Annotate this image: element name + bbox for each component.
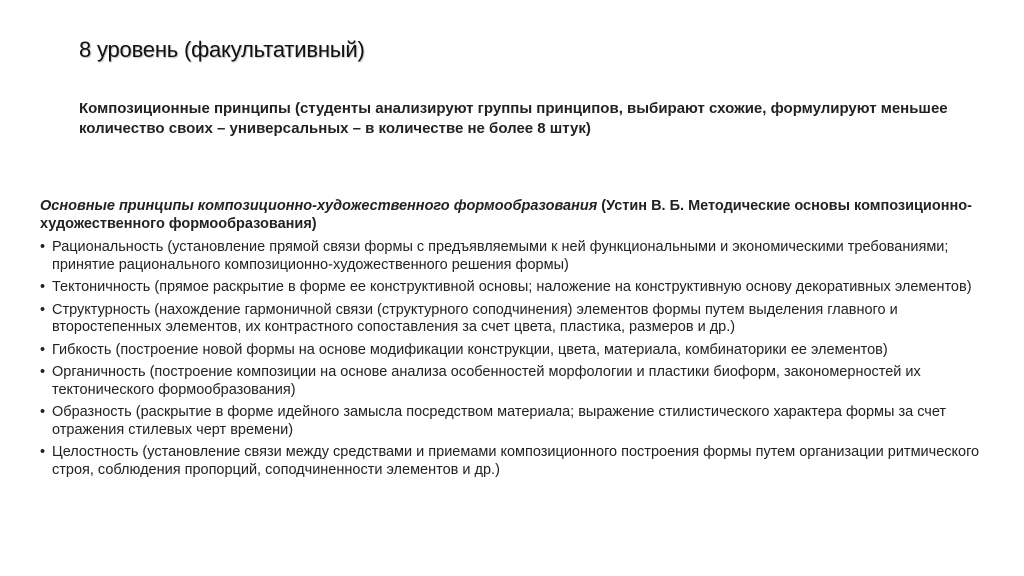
list-item-text: Тектоничность (прямое раскрытие в форме ее конструктивной основы; наложение на конструктивную основу декоративных элементов)	[52, 279, 972, 295]
list-item	[40, 279, 990, 297]
principles-list	[40, 239, 990, 479]
list-item	[40, 444, 990, 479]
list-item	[40, 404, 990, 439]
bullet-icon: •	[40, 341, 46, 358]
bullet-icon: •	[40, 279, 46, 295]
bullet-icon: •	[40, 404, 46, 420]
list-item	[40, 239, 990, 274]
list-item	[40, 342, 990, 360]
principles-block	[40, 198, 990, 484]
list-item	[40, 302, 990, 337]
list-item-text: Гибкость (построение новой формы на основе модификации конструкции, цвета, материала, комбинаторики ее элементов)	[52, 341, 888, 358]
list-item-text: Структурность (нахождение гармоничной связи (структурного соподчинения) элементов формы путем выделения главного и второстепенных элементов, их контрастного сопоставления за счет цвета, пластика, размеров и др.)	[52, 301, 898, 335]
bullet-icon: •	[40, 444, 46, 460]
list-item-text: Целостность (установление связи между средствами и приемами композиционного построения формы путем организации ритмического строя, соблюдения пропорций, соподчиненности элементов и др.)	[52, 444, 980, 478]
bullet-icon: •	[40, 364, 46, 380]
intro-italic-text: Основные принципы композиционно-художественного формообразования	[40, 198, 598, 214]
slide-title: 8 уровень (факультативный)	[79, 37, 365, 62]
bullet-icon: •	[40, 239, 46, 255]
bullet-icon: •	[40, 301, 46, 318]
list-item	[40, 364, 990, 399]
slide-subtitle: Композиционные принципы (студенты анализируют группы принципов, выбирают схожие, формулируют меньшее количество своих – универсальных – в количестве не более 8 штук)	[79, 100, 948, 137]
intro-source-text: (Устин В. Б. Методические основы композиционно-художественного формообразования)	[40, 198, 972, 232]
list-item-text: Образность (раскрытие в форме идейного замысла посредством материала; выражение стилистического характера формы за счет отражения стилевых черт времени)	[52, 404, 947, 438]
list-item-text: Рациональность (установление прямой связи формы с предъявляемыми к ней функциональными и экономическими требованиями; принятие рационального композиционно-художественного решения формы)	[52, 239, 949, 273]
list-item-text: Органичность (построение композиции на основе анализа особенностей морфологии и пластики биоформ, закономерностей их тектонического формообразования)	[52, 364, 921, 398]
principles-intro	[40, 198, 990, 233]
